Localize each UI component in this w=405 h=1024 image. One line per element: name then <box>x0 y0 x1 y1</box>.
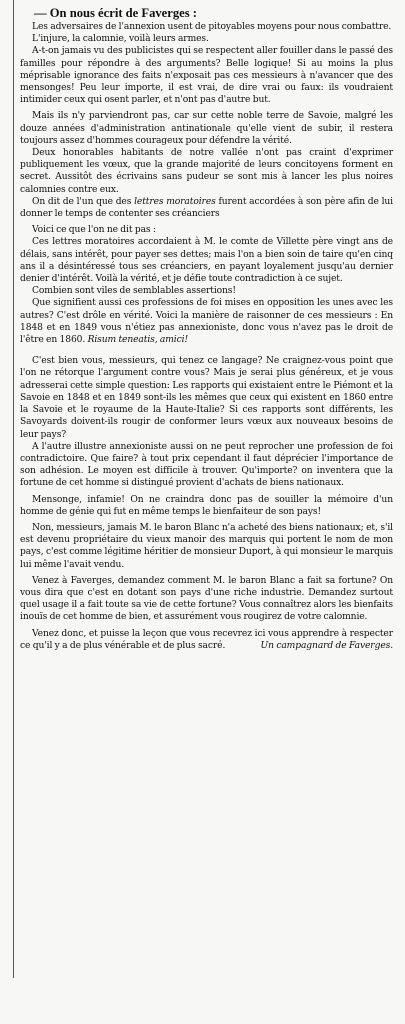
paragraph: Combien sont viles de semblables assertions! <box>32 286 236 297</box>
emphasis: lettres moratoires <box>134 196 216 207</box>
article-title: — On nous écrit de Faverges : <box>34 6 197 20</box>
paragraph: L'injure, la calomnie, voilà leurs armes. <box>32 34 209 45</box>
paragraph: A-t-on jamais vu des publicistes qui se respectent aller fouiller dans le passé des familles pour répondre à des arguments? Belle logique! Si au moins la plus méprisable ignorance des faits n'exposait pas ces messieurs à n'avancer que des mensonges! Peu leur importe, il est vrai, de dire vrai ou faux: ils voudraient intimider ceux qui osent parler, et n'ont pas d'autre but. <box>20 46 393 106</box>
paragraph: Ces lettres moratoires accordaient à M. le comte de Villette père vingt ans de délais, sans intérêt, pour payer ses dettes; mais l'on a bien soin de taire qu'en cinq ans il a désintéressé tous ses créanciers, en payant loyalement jusqu'au dernier denier d'intérêt. Voilà la vérité, et je défie toute contradiction à ce sujet. <box>20 237 393 285</box>
paragraph: Venez à Faverges, demandez comment M. le baron Blanc a fait sa fortune? On vous dira que c'est en dotant son pays d'une riche industrie. Demandez surtout quel usage il a fait toute sa vie de cette fortune? Vous connaîtrez alors les bienfaits inouïs de cet homme de bien, et assurément vous rougirez de votre calomnie. <box>20 575 393 623</box>
paragraph: Les adversaires de l'annexion usent de pitoyables moyens pour nous combattre. <box>32 22 392 32</box>
paragraph: Deux honorables habitants de notre vallée n'ont pas craint d'exprimer publiquement les vœux, que la grande majorité de leurs concitoyens forment en secret. Aussitôt des écrivains sans pudeur se sont mis à lancer les plus noires calomnies contre eux. <box>20 148 393 195</box>
column-rule <box>13 0 14 978</box>
paragraph: Voici ce que l'on ne dit pas : <box>32 225 156 236</box>
paragraph-moratoires: On dit de l'un que des lettres moratoires furent accordées à son père afin de lui donner le temps de contenter ses créanciers <box>20 196 393 220</box>
paragraph-risum: Que signifient aussi ces professions de foi mises en opposition les unes avec les autres? C'est drôle en vérité. Voici la manière de raisonner de ces messieurs : En 1848 et en 1849 vous n'étiez pas annexioniste, donc vous n'avez pas le droit de l'être en 1860. Risum teneatis, amici! <box>20 298 393 346</box>
paragraph: C'est bien vous, messieurs, qui tenez ce langage? Ne craignez-vous point que l'on ne rétorque l'argument contre vous? Mais je serai plus généreux, et je vous adresserai cette simple question: Les rapports qui existaient entre le Piémont et la Savoie en 1848 et en 1849 sont-ils les mêmes que ceux qui existent en 1860 entre la Savoie et le royaume de la Haute-Italie? Si ces rapports sont différents, les Savoyards doivent-ils rougir de conformer leurs vœux aux nouveaux besoins de leur pays? <box>20 356 393 440</box>
signature: Un campagnard de Faverges. <box>260 640 393 651</box>
article-body <box>20 21 393 652</box>
paragraph: Mais ils n'y parviendront pas, car sur cette noble terre de Savoie, malgré les douze années d'administration antinationale qu'elle vient de subir, il restera toujours assez d'hommes courageux pour défendre la vérité. <box>20 111 393 146</box>
emphasis: Risum teneatis, amici! <box>87 335 189 346</box>
paragraph: A l'autre illustre annexioniste aussi on ne peut reprocher une profession de foi contradictoire. Que faire? à tout prix cependant il faut déprécier l'importance de son adhésion. Le moyen est difficile à trouver. Qu'importe? on inventera que la fortune de cet homme si distingué provient d'achats de biens nationaux. <box>20 441 393 489</box>
paragraph: Non, messieurs, jamais M. le baron Blanc n'a acheté des biens nationaux; et, s'il est devenu propriétaire du vieux manoir des marquis qui portent le nom de mon pays, c'est comme légitime héritier de monsieur Duport, à qui monsieur le marquis lui même l'avait vendu. <box>20 522 393 570</box>
paragraph: Mensonge, infamie! On ne craindra donc pas de souiller la mémoire d'un homme de génie qui fut en même temps le bienfaiteur de son pays! <box>20 494 393 517</box>
closing-paragraph: Venez donc, et puisse la leçon que vous recevrez ici vous apprendre à respecter ce qu'il y a de plus vénérable et de plus sacré. Un campagnard de Faverges. <box>20 628 393 651</box>
